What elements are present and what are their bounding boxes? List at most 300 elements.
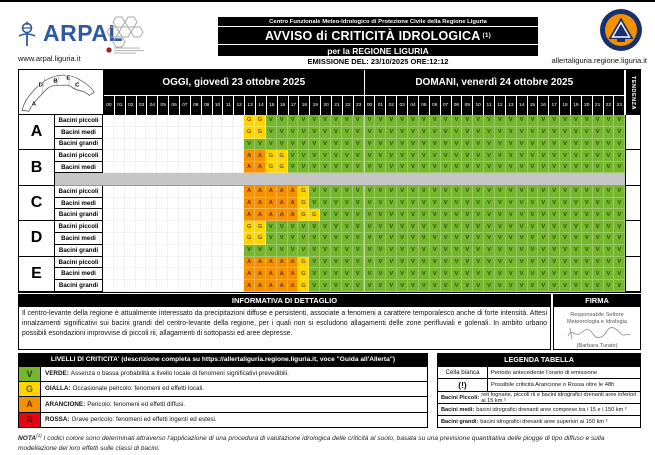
- criticality-cell: V: [528, 162, 539, 173]
- hour-label: 02: [386, 96, 397, 115]
- criticality-cell: G: [266, 150, 277, 161]
- criticality-cell: V: [298, 115, 309, 127]
- criticality-cell: V: [375, 115, 386, 127]
- criticality-cell: [146, 150, 157, 161]
- criticality-cell: V: [571, 186, 582, 198]
- criticality-cell: V: [331, 186, 342, 198]
- criticality-cell: V: [473, 186, 484, 198]
- criticality-cell: V: [614, 186, 625, 198]
- criticality-cell: [157, 127, 168, 139]
- criticality-cell: V: [353, 162, 364, 173]
- hour-label: 18: [560, 96, 571, 115]
- criticality-cell: V: [614, 150, 625, 161]
- criticality-cell: V: [441, 198, 452, 210]
- criticality-cell: V: [288, 127, 299, 139]
- criticality-cell: V: [473, 139, 484, 151]
- criticality-cell: V: [549, 150, 560, 161]
- criticality-cell: V: [517, 221, 528, 233]
- criticality-cell: [114, 139, 125, 151]
- criticality-cell: V: [408, 150, 419, 161]
- criticality-cell: [146, 280, 157, 292]
- criticality-cell: V: [495, 245, 506, 257]
- hour-label: 13: [506, 96, 517, 115]
- code-arancione: A: [19, 397, 41, 412]
- criticality-cell: V: [408, 186, 419, 198]
- criticality-cell: V: [331, 150, 342, 161]
- criticality-cell: V: [582, 280, 593, 292]
- criticality-cell: V: [419, 139, 430, 151]
- criticality-cell: V: [309, 257, 320, 269]
- criticality-cell: V: [331, 139, 342, 151]
- criticality-cell: V: [549, 268, 560, 280]
- criticality-cell: V: [320, 186, 331, 198]
- criticality-cell: V: [452, 257, 463, 269]
- criticality-cell: V: [604, 209, 615, 221]
- criticality-cell: V: [408, 280, 419, 292]
- criticality-cell: V: [419, 186, 430, 198]
- criticality-cell: [125, 139, 136, 151]
- zone-A: [19, 115, 640, 150]
- criticality-cell: V: [386, 186, 397, 198]
- criticality-cell: [212, 198, 223, 210]
- criticality-cell: V: [506, 257, 517, 269]
- criticality-cell: V: [375, 150, 386, 161]
- criticality-cell: V: [364, 127, 376, 139]
- criticality-cell: V: [331, 245, 342, 257]
- criticality-cell: V: [298, 150, 309, 161]
- criticality-cell: V: [309, 127, 320, 139]
- criticality-cell: V: [397, 162, 408, 173]
- criticality-cell: V: [452, 209, 463, 221]
- criticality-cell: G: [298, 186, 309, 198]
- criticality-cell: V: [277, 115, 288, 127]
- criticality-cell: V: [495, 257, 506, 269]
- criticality-cell: [125, 221, 136, 233]
- basin-label: Bacini medi: [55, 268, 103, 280]
- criticality-cell: V: [397, 127, 408, 139]
- criticality-cell: V: [353, 221, 364, 233]
- criticality-cell: A: [244, 198, 255, 210]
- criticality-cell: V: [528, 186, 539, 198]
- criticality-cell: [157, 257, 168, 269]
- criticality-cell: [114, 198, 125, 210]
- criticality-cell: [157, 268, 168, 280]
- criticality-cell: V: [484, 186, 495, 198]
- criticality-cell: V: [538, 245, 549, 257]
- criticality-cell: V: [593, 198, 604, 210]
- criticality-cell: [136, 139, 147, 151]
- criticality-cell: A: [266, 280, 277, 292]
- criticality-cell: V: [375, 162, 386, 173]
- criticality-cell: V: [331, 257, 342, 269]
- criticality-cell: [114, 209, 125, 221]
- criticality-cell: V: [452, 186, 463, 198]
- criticality-cell: [222, 127, 233, 139]
- criticality-cell: V: [342, 198, 353, 210]
- criticality-cell: V: [386, 150, 397, 161]
- criticality-cell: V: [538, 127, 549, 139]
- basin-row: [55, 139, 625, 151]
- arancione-desc: Pericolo: fenomeni ed effetti diffusi.: [87, 400, 186, 408]
- hour-label: 01: [375, 96, 386, 115]
- criticality-cell: V: [495, 186, 506, 198]
- criticality-cell: V: [397, 186, 408, 198]
- firma-name: (Barbara Turato): [576, 342, 618, 349]
- legenda-row-esclamativo: [437, 379, 641, 392]
- criticality-cell: V: [528, 139, 539, 151]
- criticality-cell: [168, 268, 179, 280]
- criticality-cell: A: [244, 209, 255, 221]
- map-zone-d-label: D: [38, 82, 43, 89]
- criticality-cell: [212, 186, 223, 198]
- criticality-cell: V: [604, 268, 615, 280]
- criticality-cell: V: [614, 127, 625, 139]
- hexagon-cluster-icon: [100, 14, 158, 56]
- hour-label: 10: [473, 96, 484, 115]
- hour-label: 11: [223, 96, 234, 115]
- basin-label: Bacini medi: [55, 233, 103, 245]
- criticality-cell: V: [331, 162, 342, 173]
- code-rossa: R: [19, 413, 41, 428]
- criticality-cell: V: [593, 233, 604, 245]
- hour-label: 16: [278, 96, 289, 115]
- criticality-cell: [103, 150, 114, 161]
- criticality-cell: A: [255, 198, 266, 210]
- hour-label: 20: [582, 96, 593, 115]
- tendenza-cell: [625, 257, 640, 292]
- legenda-row-bacini-medi: [437, 404, 641, 416]
- criticality-cell: V: [549, 127, 560, 139]
- criticality-cell: [125, 186, 136, 198]
- zone-letter: D: [19, 221, 55, 256]
- esclamativo-desc: Possibile criticità Arancione o Rossa oltre le 48h: [491, 382, 615, 388]
- criticality-cell: A: [288, 280, 299, 292]
- criticality-cell: V: [549, 209, 560, 221]
- criticality-cell: V: [441, 268, 452, 280]
- criticality-cell: V: [375, 268, 386, 280]
- criticality-cell: V: [266, 221, 277, 233]
- basin-row: [55, 198, 625, 210]
- map-zone-e-label: E: [66, 75, 71, 82]
- hour-cells: [103, 257, 625, 269]
- criticality-cell: V: [320, 245, 331, 257]
- criticality-cell: [103, 139, 114, 151]
- cella-bianca-desc: Periodo antecedente l'orario di emissione: [491, 369, 598, 376]
- banner-line2: [218, 27, 538, 44]
- criticality-cell: [114, 127, 125, 139]
- code-verde: V: [19, 367, 41, 381]
- criticality-cell: V: [528, 198, 539, 210]
- criticality-cell: V: [342, 257, 353, 269]
- criticality-cell: V: [342, 268, 353, 280]
- criticality-cell: V: [538, 268, 549, 280]
- criticality-cell: [146, 115, 157, 127]
- criticality-cell: V: [604, 162, 615, 173]
- criticality-cell: V: [320, 280, 331, 292]
- criticality-cell: A: [255, 209, 266, 221]
- hour-label: 11: [484, 96, 495, 115]
- criticality-cell: [114, 150, 125, 161]
- criticality-cell: V: [419, 233, 430, 245]
- criticality-cell: V: [506, 280, 517, 292]
- criticality-cell: [201, 186, 212, 198]
- criticality-cell: [190, 257, 201, 269]
- criticality-cell: V: [614, 221, 625, 233]
- criticality-cell: [222, 198, 233, 210]
- rossa-term: ROSSA:: [45, 416, 70, 424]
- hour-label: 07: [180, 96, 191, 115]
- criticality-cell: V: [593, 209, 604, 221]
- criticality-cell: A: [277, 280, 288, 292]
- criticality-cell: V: [560, 115, 571, 127]
- hour-label: 23: [614, 96, 625, 115]
- criticality-cell: A: [255, 268, 266, 280]
- criticality-cell: V: [495, 139, 506, 151]
- criticality-cell: V: [538, 198, 549, 210]
- criticality-cell: V: [462, 280, 473, 292]
- criticality-cell: V: [288, 221, 299, 233]
- criticality-cell: V: [397, 209, 408, 221]
- hour-label: 12: [234, 96, 245, 115]
- hour-label: 16: [538, 96, 549, 115]
- table-header: [19, 70, 640, 115]
- criticality-cell: [222, 139, 233, 151]
- criticality-table: [18, 69, 641, 293]
- hour-label: 09: [462, 96, 473, 115]
- criticality-cell: V: [397, 115, 408, 127]
- basin-label: Bacini grandi: [55, 209, 103, 221]
- nota-footnote: [18, 433, 640, 454]
- criticality-cell: V: [462, 233, 473, 245]
- criticality-cell: V: [528, 280, 539, 292]
- criticality-cell: [114, 186, 125, 198]
- criticality-cell: V: [517, 115, 528, 127]
- criticality-cell: V: [430, 186, 441, 198]
- criticality-cell: [114, 257, 125, 269]
- criticality-cell: V: [320, 221, 331, 233]
- criticality-cell: V: [517, 268, 528, 280]
- criticality-cell: V: [397, 150, 408, 161]
- basin-label: Bacini piccoli: [55, 221, 103, 233]
- hour-label: 00: [104, 96, 115, 115]
- criticality-cell: V: [538, 162, 549, 173]
- day-tomorrow-header: DOMANI, venerdì 24 ottobre 2025: [365, 70, 626, 95]
- criticality-cell: V: [309, 115, 320, 127]
- criticality-cell: V: [549, 198, 560, 210]
- criticality-cell: V: [571, 280, 582, 292]
- criticality-cell: V: [266, 245, 277, 257]
- criticality-cell: V: [571, 257, 582, 269]
- criticality-cell: V: [614, 268, 625, 280]
- criticality-cell: [103, 162, 114, 173]
- allerta-url[interactable]: allertaliguria.regione.liguria.it: [551, 56, 647, 65]
- criticality-cell: V: [331, 209, 342, 221]
- bacini-medi-desc: bacini idrografici drenanti aree comprese tra i 15 e i 150 km ²: [476, 406, 627, 413]
- basin-label: Bacini grandi: [55, 280, 103, 292]
- zone-rows: [55, 221, 625, 256]
- criticality-cell: V: [386, 115, 397, 127]
- criticality-cell: V: [441, 257, 452, 269]
- basin-label: Bacini medi: [55, 127, 103, 139]
- zone-rows: [55, 150, 625, 185]
- livelli-row-rossa: [18, 413, 428, 429]
- criticality-cell: V: [506, 221, 517, 233]
- basin-row: [55, 127, 625, 139]
- criticality-cell: V: [298, 221, 309, 233]
- criticality-cell: V: [397, 139, 408, 151]
- criticality-cell: V: [484, 268, 495, 280]
- criticality-cell: V: [331, 268, 342, 280]
- hour-label: 19: [310, 96, 321, 115]
- nota-label: NOTA: [18, 435, 37, 443]
- criticality-cell: V: [309, 198, 320, 210]
- basin-row: [55, 115, 625, 127]
- criticality-cell: [146, 186, 157, 198]
- hour-label: 05: [419, 96, 430, 115]
- criticality-cell: V: [375, 233, 386, 245]
- legenda-table: [437, 366, 641, 428]
- criticality-cell: V: [593, 162, 604, 173]
- criticality-cell: A: [277, 186, 288, 198]
- criticality-cell: V: [582, 221, 593, 233]
- criticality-cell: [157, 245, 168, 257]
- criticality-cell: V: [255, 245, 266, 257]
- arpal-url[interactable]: www.arpal.liguria.it: [18, 54, 81, 63]
- informativa-header: INFORMATIVA DI DETTAGLIO: [18, 294, 551, 306]
- criticality-cell: V: [255, 139, 266, 151]
- criticality-cell: [233, 115, 244, 127]
- criticality-cell: [190, 198, 201, 210]
- criticality-cell: V: [419, 150, 430, 161]
- criticality-cell: V: [517, 150, 528, 161]
- criticality-cell: V: [517, 245, 528, 257]
- criticality-cell: A: [277, 209, 288, 221]
- criticality-cell: [222, 186, 233, 198]
- criticality-cell: V: [353, 186, 364, 198]
- criticality-cell: V: [549, 257, 560, 269]
- criticality-cell: V: [441, 115, 452, 127]
- criticality-cell: V: [560, 209, 571, 221]
- criticality-cell: [103, 209, 114, 221]
- criticality-cell: [190, 186, 201, 198]
- zone-D: [19, 221, 640, 256]
- firma-header: FIRMA: [553, 294, 641, 306]
- criticality-cell: V: [244, 245, 255, 257]
- verde-desc: Assenza o bassa probabilità a livello locale di fenomeni significativi prevedibili.: [70, 370, 289, 378]
- criticality-cell: V: [517, 280, 528, 292]
- criticality-cell: V: [320, 162, 331, 173]
- criticality-cell: [201, 233, 212, 245]
- criticality-cell: V: [419, 280, 430, 292]
- criticality-cell: V: [364, 150, 376, 161]
- criticality-cell: V: [462, 221, 473, 233]
- criticality-cell: [168, 186, 179, 198]
- criticality-cell: V: [288, 245, 299, 257]
- criticality-cell: A: [244, 162, 255, 173]
- criticality-cell: [222, 268, 233, 280]
- liguria-map-icon: [20, 71, 102, 113]
- criticality-cell: [212, 245, 223, 257]
- criticality-cell: V: [309, 280, 320, 292]
- criticality-cell: [190, 245, 201, 257]
- criticality-cell: V: [375, 186, 386, 198]
- hour-label: 15: [267, 96, 278, 115]
- zone-B: [19, 150, 640, 185]
- criticality-cell: A: [244, 280, 255, 292]
- criticality-cell: [222, 115, 233, 127]
- criticality-cell: V: [419, 115, 430, 127]
- criticality-cell: V: [342, 127, 353, 139]
- hour-label: 19: [571, 96, 582, 115]
- hour-label: 06: [169, 96, 180, 115]
- criticality-cell: V: [614, 139, 625, 151]
- criticality-cell: [103, 233, 114, 245]
- criticality-cell: V: [441, 186, 452, 198]
- criticality-cell: V: [342, 139, 353, 151]
- legenda-row-bacini-grandi: [437, 416, 641, 428]
- criticality-cell: V: [582, 245, 593, 257]
- criticality-cell: V: [320, 127, 331, 139]
- hour-cells: [103, 127, 625, 139]
- criticality-cell: [222, 233, 233, 245]
- criticality-cell: V: [582, 268, 593, 280]
- criticality-cell: V: [353, 280, 364, 292]
- criticality-cell: V: [495, 115, 506, 127]
- criticality-cell: [168, 139, 179, 151]
- criticality-cell: [103, 245, 114, 257]
- criticality-cell: [168, 245, 179, 257]
- criticality-cell: A: [266, 209, 277, 221]
- criticality-cell: V: [441, 280, 452, 292]
- criticality-cell: [125, 127, 136, 139]
- tendenza-cell: [625, 150, 640, 185]
- criticality-cell: A: [266, 186, 277, 198]
- zone-E: [19, 257, 640, 292]
- criticality-cell: V: [473, 233, 484, 245]
- criticality-cell: [146, 221, 157, 233]
- criticality-cell: V: [277, 139, 288, 151]
- hour-label: 21: [593, 96, 604, 115]
- criticality-cell: [157, 221, 168, 233]
- criticality-cell: V: [571, 150, 582, 161]
- criticality-cell: [157, 162, 168, 173]
- criticality-cell: V: [538, 150, 549, 161]
- criticality-cell: V: [441, 209, 452, 221]
- hour-cells: [103, 198, 625, 210]
- criticality-cell: V: [495, 198, 506, 210]
- criticality-cell: V: [364, 162, 376, 173]
- criticality-cell: V: [331, 233, 342, 245]
- criticality-cell: V: [408, 127, 419, 139]
- criticality-cell: V: [549, 221, 560, 233]
- criticality-cell: G: [255, 221, 266, 233]
- criticality-cell: V: [484, 233, 495, 245]
- criticality-cell: [157, 233, 168, 245]
- criticality-cell: A: [255, 257, 266, 269]
- criticality-cell: V: [604, 139, 615, 151]
- criticality-cell: [103, 280, 114, 292]
- criticality-cell: V: [604, 186, 615, 198]
- criticality-cell: [179, 209, 190, 221]
- criticality-cell: V: [364, 139, 376, 151]
- criticality-cell: V: [506, 150, 517, 161]
- criticality-cell: V: [397, 280, 408, 292]
- hour-cells: [103, 186, 625, 198]
- criticality-cell: A: [255, 162, 266, 173]
- criticality-cell: A: [255, 280, 266, 292]
- criticality-cell: [168, 221, 179, 233]
- hour-label: 04: [408, 96, 419, 115]
